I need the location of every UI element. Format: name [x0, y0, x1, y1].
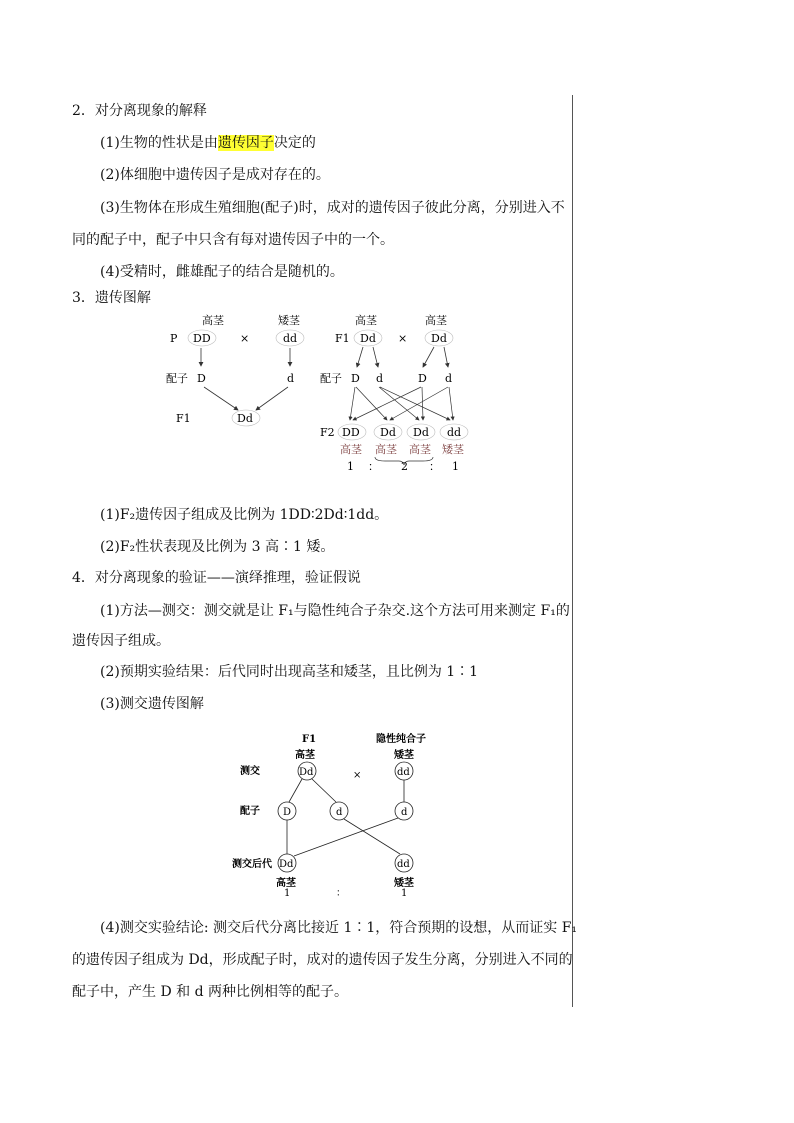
offspring-2: Dd — [380, 426, 396, 439]
right-margin-rule — [572, 95, 573, 1007]
recessive-label: 隐性纯合子 — [376, 734, 426, 745]
ratio-1: 1 — [347, 460, 354, 473]
section-2-title: 2．对分离现象的解释 — [72, 103, 207, 119]
tall-label: 高茎 — [295, 750, 315, 761]
cross-symbol: × — [398, 332, 408, 345]
gamete-d: d — [336, 807, 343, 818]
gamete-recessive-d: d — [401, 807, 408, 818]
ratio-1: 1 — [284, 888, 291, 898]
arrow-D-to-F1 — [204, 387, 238, 410]
f1-label: F1 — [302, 734, 317, 745]
section-2-point-4: (4)受精时，雌雄配子的结合是随机的。 — [100, 264, 344, 280]
offspring-1: DD — [342, 426, 360, 439]
gamete-4: d — [445, 372, 453, 385]
arrow-d-to-F1 — [256, 387, 288, 410]
f1-genotype: Dd — [299, 767, 314, 778]
gamete-label: 配子 — [320, 372, 342, 385]
ratio-sep-2: ： — [429, 460, 440, 473]
section-4-title: 4．对分离现象的验证——演绎推理，验证假说 — [72, 570, 361, 586]
diagram-parental-cross — [160, 310, 310, 435]
offspring-3: Dd — [413, 426, 429, 439]
recessive-genotype: dd — [397, 767, 410, 778]
f1-genotype: Dd — [237, 412, 253, 425]
cross-symbol: × — [353, 770, 362, 781]
section-3-note-2: (2)F₂性状表现及比例为 3 高∶1 矮。 — [100, 539, 335, 555]
tall-label: 高茎 — [202, 314, 224, 327]
arrow-left-D — [357, 347, 363, 367]
section-3-note-1: (1)F₂遗传因子组成及比例为 1DD∶2Dd∶1dd。 — [100, 507, 389, 523]
section-4-point-2: (2)预期实验结果：后代同时出现高茎和矮茎，且比例为 1∶1 — [100, 664, 479, 680]
f1-label: F1 — [176, 412, 191, 425]
f1-label: F1 — [335, 332, 350, 345]
tall-label-left: 高茎 — [355, 314, 377, 327]
pheno-short: 矮茎 — [394, 878, 414, 889]
highlighted-term: 遗传因子 — [217, 135, 274, 151]
pheno-2: 高茎 — [375, 443, 397, 456]
offspring-dd: dd — [397, 859, 410, 870]
section-2-point-2: (2)体细胞中遗传因子是成对存在的。 — [100, 167, 330, 183]
section-3-title: 3．遗传图解 — [72, 290, 151, 306]
pheno-1: 高茎 — [340, 443, 362, 456]
section-4-point-1-line-1: (1)方法—测交：测交就是让 F₁与隐性纯合子杂交.这个方法可用来测定 F₁的 — [100, 603, 570, 619]
fertilization-lines — [287, 818, 400, 856]
section-4-point-4-line-1: (4)测交实验结论: 测交后代分离比接近 1∶1，符合预期的设想，从而证实 F₁ — [100, 920, 578, 936]
diagram-f1-selfing — [315, 310, 485, 475]
gamete-2: d — [376, 372, 384, 385]
offspring-Dd: Dd — [279, 859, 294, 870]
f1-right-genotype: Dd — [431, 332, 447, 345]
section-4-point-4-line-2: 的遗传因子组成为 Dd，形成配子时，成对的遗传因子发生分离，分别进入不同的 — [72, 952, 573, 968]
f1-left-genotype: Dd — [360, 332, 376, 345]
f2-label: F2 — [320, 426, 335, 439]
section-4-point-3: (3)测交遗传图解 — [100, 696, 204, 712]
gamete-d: d — [287, 372, 295, 385]
gamete-label: 配子 — [240, 806, 260, 817]
pheno-4: 矮茎 — [442, 443, 464, 456]
ratio-2: 1 — [401, 888, 408, 898]
short-label: 矮茎 — [278, 314, 300, 327]
diagram-test-cross — [228, 728, 448, 898]
pheno-3: 高茎 — [409, 443, 431, 456]
short-label: 矮茎 — [394, 750, 414, 761]
tall-label-right: 高茎 — [425, 314, 447, 327]
section-2-point-3-line-2: 同的配子中，配子中只含有每对遗传因子中的一个。 — [72, 232, 394, 248]
section-2-point-3-line-1: (3)生物体在形成生殖细胞(配子)时，成对的遗传因子彼此分离，分别进入不 — [100, 200, 565, 216]
generation-p-label: P — [170, 332, 178, 345]
section-2-point-1 — [100, 133, 316, 153]
testcross-label: 测交 — [240, 766, 260, 777]
gamete-D: D — [197, 372, 206, 385]
gamete-D: D — [283, 807, 292, 818]
gamete-3: D — [418, 372, 427, 385]
section-4-point-1-line-2: 遗传因子组成。 — [72, 633, 170, 649]
arrow-right-D — [423, 347, 434, 367]
section-4-point-4-line-3: 配子中，产生 D 和 d 两种比例相等的配子。 — [72, 984, 348, 1000]
offspring-4: dd — [447, 426, 462, 439]
gamete-lines — [289, 779, 404, 802]
gamete-1: D — [351, 372, 360, 385]
pheno-tall: 高茎 — [276, 878, 296, 889]
arrow-right-d — [444, 347, 448, 367]
ratio-3: 1 — [452, 460, 459, 473]
fertilization-arrows — [350, 387, 453, 420]
point-1-prefix: (1)生物的性状是由 — [100, 135, 218, 151]
genotype-DD: DD — [193, 332, 211, 345]
ratio-2: 2 — [401, 460, 408, 473]
gamete-label: 配子 — [166, 372, 188, 385]
ratio-sep: ： — [336, 888, 346, 898]
arrow-left-d — [373, 347, 378, 367]
offspring-label: 测交后代 — [232, 859, 272, 870]
ratio-sep-1: ： — [368, 460, 379, 473]
genotype-dd: dd — [283, 332, 298, 345]
point-1-suffix: 决定的 — [273, 135, 316, 151]
cross-symbol: × — [240, 332, 250, 345]
